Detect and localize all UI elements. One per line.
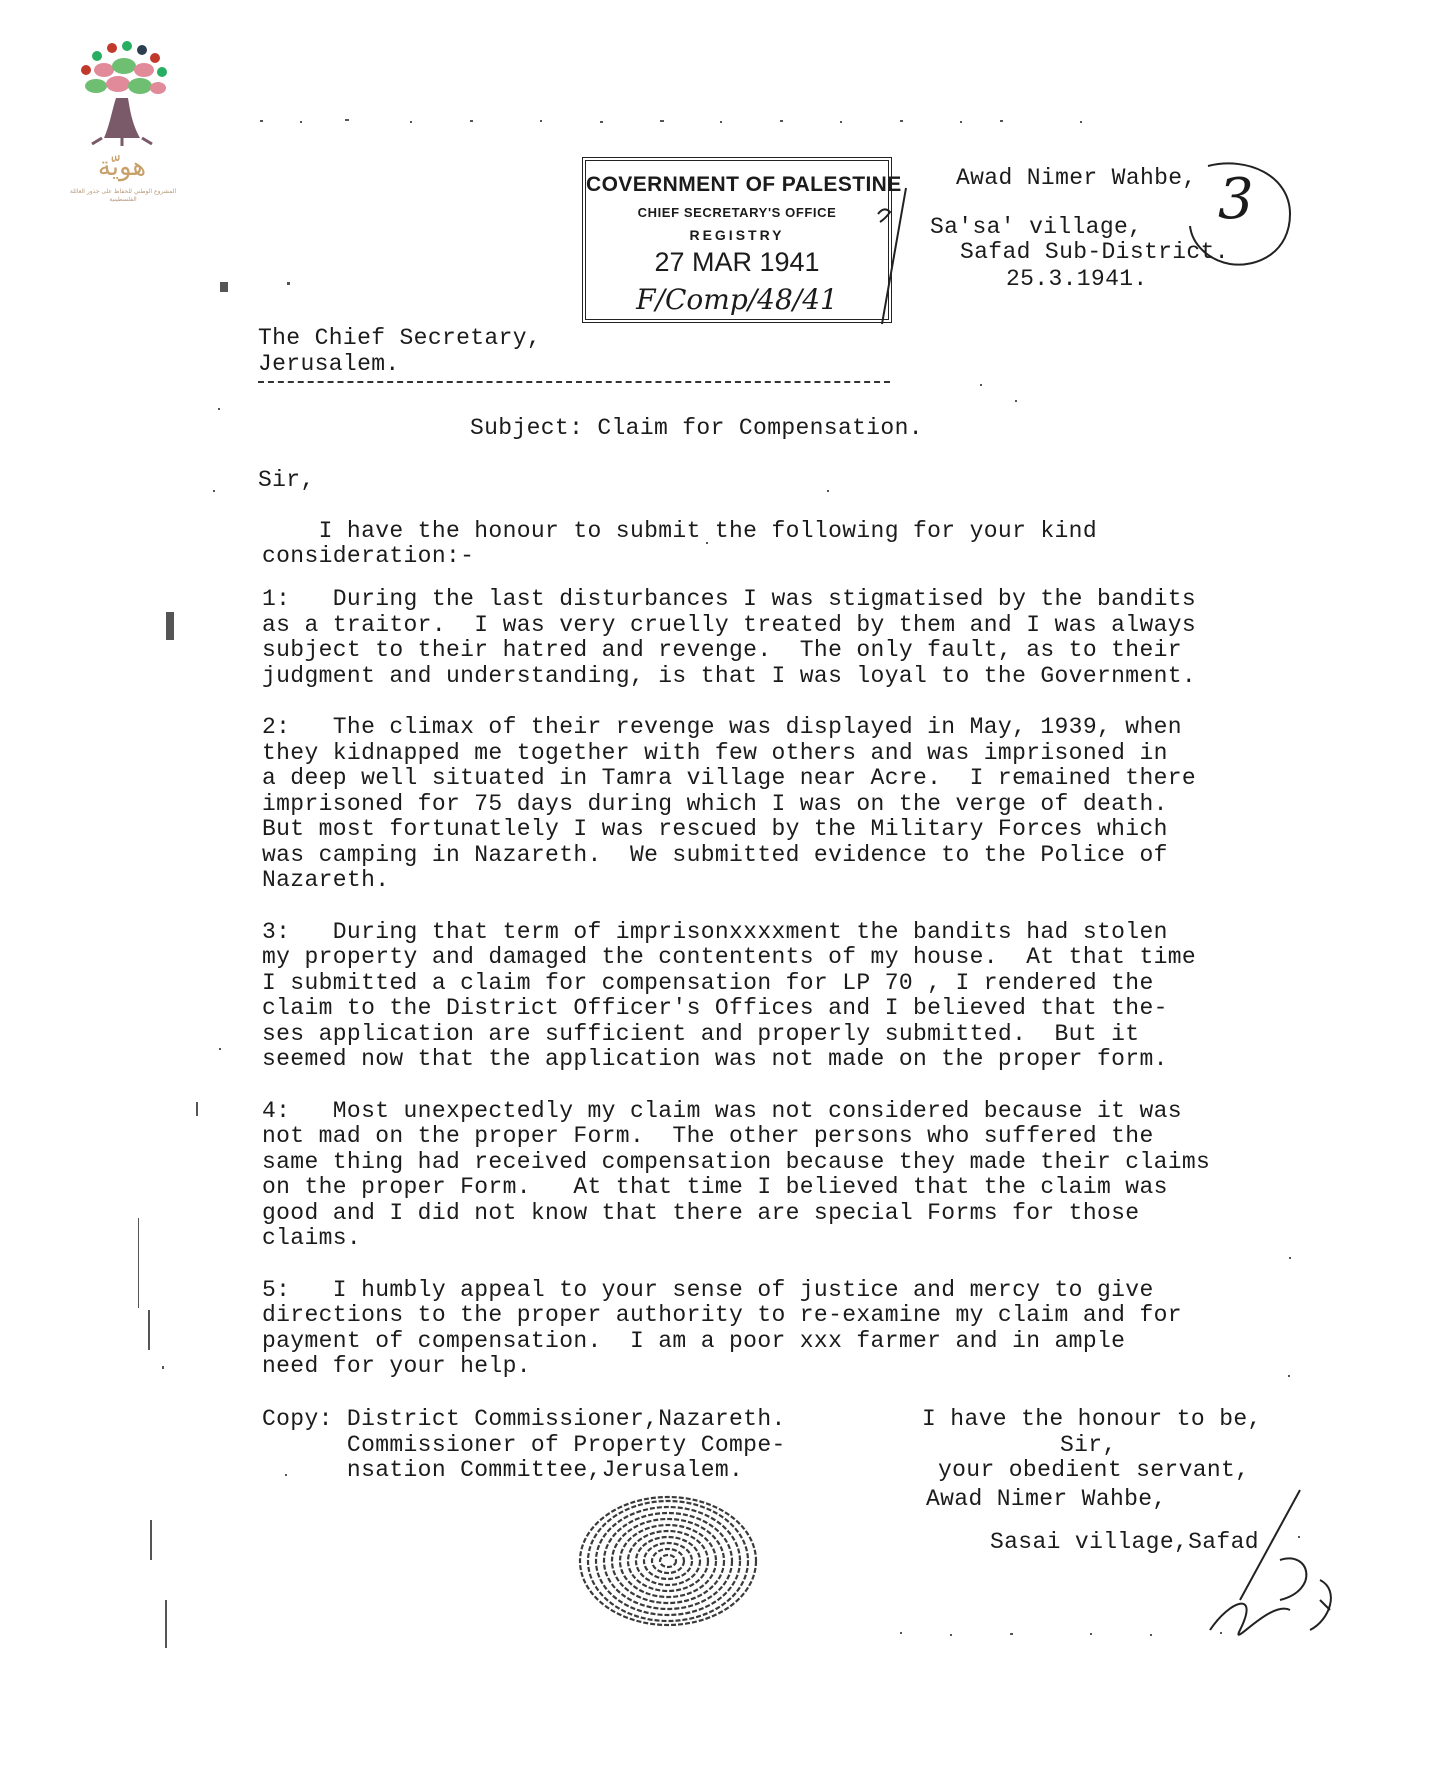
paragraph-line: Nazareth. <box>262 867 390 893</box>
paragraph-line: not mad on the proper Form. The other persons who suffered the <box>262 1123 1154 1149</box>
logo-arabic-name: هويّة <box>97 152 147 182</box>
paragraph-line: payment of compensation. I am a poor xxx farmer and in ample <box>262 1327 1126 1354</box>
paragraph-line: subject to their hatred and revenge. The only fault, as to their <box>262 637 1182 663</box>
signature-scribble-icon <box>1170 1480 1350 1640</box>
addressee-city: Jerusalem. <box>258 351 400 377</box>
paragraph-line: ses application are sufficient and properly submitted. But it <box>262 1020 1140 1047</box>
paragraph-line: on the proper Form. At that time I believed that the claim was <box>262 1174 1168 1200</box>
paragraph-2 <box>262 715 1282 894</box>
addressee-title: The Chief Secretary, <box>258 325 542 351</box>
closing-sir: Sir, <box>1060 1432 1117 1458</box>
paragraph-3 <box>262 920 1282 1073</box>
salutation: Sir, <box>258 467 315 493</box>
paragraph-1 <box>262 587 1282 689</box>
stamp-file-reference: F/Comp/48/41 <box>636 283 838 316</box>
paragraph-line: But most fortunatlely I was rescued by the Military Forces which <box>262 816 1168 842</box>
paragraph-4 <box>262 1099 1282 1252</box>
sender-village: Sa'sa' village, <box>930 214 1143 240</box>
paragraph-line: a deep well situated in Tamra village near Acre. I remained there <box>262 765 1197 791</box>
copy-line-2: Commissioner of Property Compe- <box>262 1432 786 1458</box>
stamp-pen-mark-icon <box>876 184 912 334</box>
registry-stamp <box>582 157 902 323</box>
paragraph-line: claim to the District Officer's Offices and I believed that the- <box>262 995 1168 1021</box>
closing-village: Sasai village,Safad <box>990 1529 1259 1555</box>
organization-logo <box>69 40 177 205</box>
copy-line-1: Copy: District Commissioner,Nazareth. <box>262 1406 786 1432</box>
thumbprint-icon <box>570 1492 766 1630</box>
page-number: 3 <box>1218 167 1254 232</box>
closing-honour: I have the honour to be, <box>922 1406 1262 1432</box>
copy-line-3: nsation Committee,Jerusalem. <box>262 1457 744 1483</box>
paragraph-line: seemed now that the application was not made on the proper form. <box>262 1046 1168 1072</box>
paragraph-line: they kidnapped me together with few others and was imprisoned in <box>262 739 1168 766</box>
intro-line-2: consideration:- <box>262 543 475 569</box>
paragraph-line: my property and damaged the contentents of my house. At that time <box>262 944 1197 970</box>
paragraph-line: as a traitor. I was very cruelly treated by them and I was always <box>262 611 1197 638</box>
letter-date: 25.3.1941. <box>1006 266 1148 292</box>
closing-servant: your obedient servant, <box>938 1457 1250 1483</box>
sender-name: Awad Nimer Wahbe, <box>956 165 1197 191</box>
logo-caption: المشروع الوطني للحفاظ على جذور العائلة الفلسطينية <box>69 188 177 203</box>
address-underline <box>258 381 890 383</box>
paragraph-line: 2: The climax of their revenge was displayed in May, 1939, when <box>262 714 1182 740</box>
letter-body <box>262 587 1282 1406</box>
stamp-date: 27 MAR 1941 <box>654 247 820 277</box>
paragraph-line: directions to the proper authority to re-examine my claim and for <box>262 1302 1182 1328</box>
subject-line: Subject: Claim for Compensation. <box>470 415 923 441</box>
paragraph-line: claims. <box>262 1225 362 1251</box>
sender-district: Safad Sub-District. <box>960 239 1229 265</box>
paragraph-5 <box>262 1278 1282 1380</box>
paragraph-line: 4: Most unexpectedly my claim was not considered because it was <box>262 1097 1182 1124</box>
paragraph-line: was camping in Nazareth. We submitted evidence to the Police of <box>262 841 1168 868</box>
paragraph-line: 1: During the last disturbances I was stigmatised by the bandits <box>262 586 1197 612</box>
paragraph-line: I submitted a claim for compensation for LP 70 , I rendered the <box>262 969 1154 996</box>
stamp-office-line: CHIEF SECRETARY'S OFFICE <box>637 205 837 220</box>
paragraph-line: imprisoned for 75 days during which I was on the verge of death. <box>262 790 1168 817</box>
paragraph-line: same thing had received compensation because they made their claims <box>262 1148 1211 1175</box>
stamp-registry-line: REGISTRY <box>689 227 785 243</box>
paragraph-line: 5: I humbly appeal to your sense of justice and mercy to give <box>262 1276 1154 1303</box>
intro-line-1: I have the honour to submit the following for your kind <box>262 518 1097 544</box>
paragraph-line: 3: During that term of imprisonxxxxment the bandits had stolen <box>262 918 1168 945</box>
stamp-government-line: COVERNMENT OF PALESTINE <box>586 173 902 196</box>
paragraph-line: need for your help. <box>262 1353 531 1379</box>
tree-logo-icon <box>72 40 172 152</box>
paragraph-line: judgment and understanding, is that I was loyal to the Government. <box>262 662 1197 689</box>
closing-name: Awad Nimer Wahbe, <box>926 1486 1167 1512</box>
paragraph-line: good and I did not know that there are special Forms for those <box>262 1199 1140 1226</box>
